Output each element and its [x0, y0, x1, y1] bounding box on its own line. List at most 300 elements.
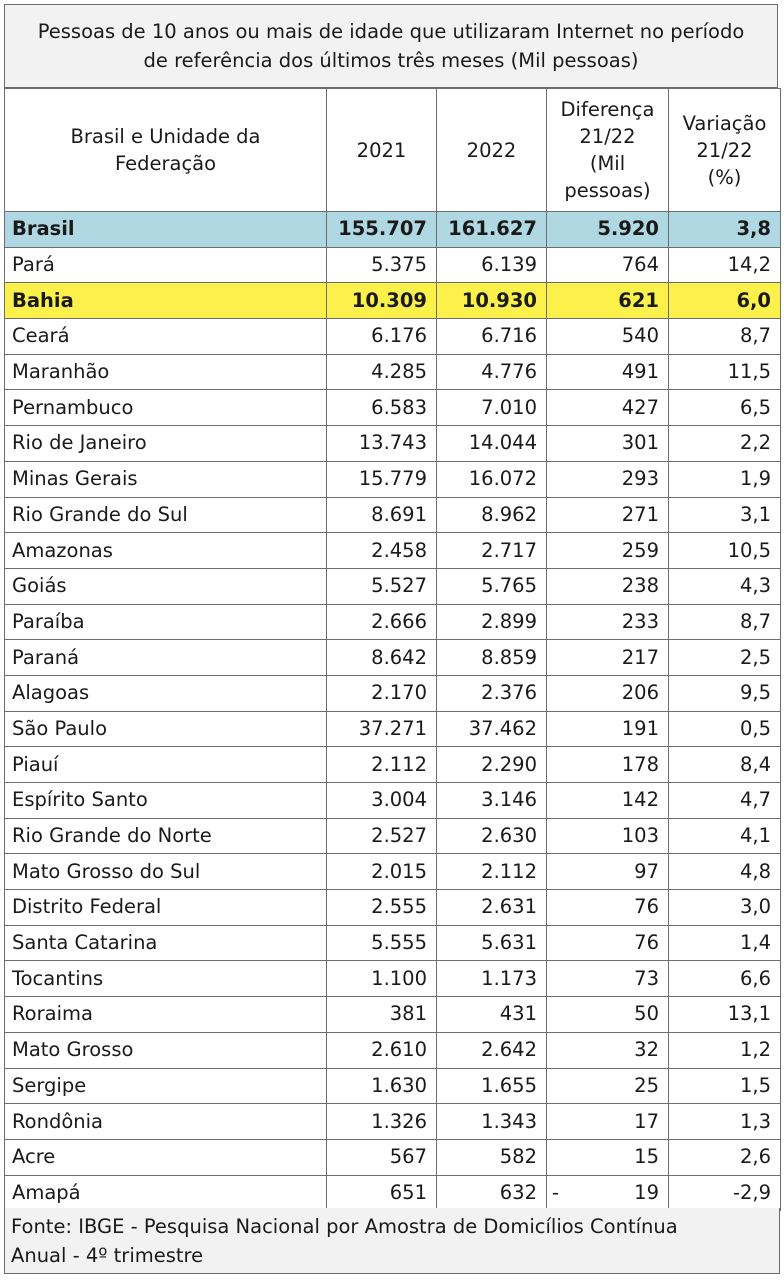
cell-difference-text: 238 [621, 574, 659, 598]
cell-variation [669, 1032, 781, 1068]
cell-difference-text: 271 [621, 502, 659, 526]
cell-value-2022 [437, 961, 547, 997]
cell-unit-name-text: Mato Grosso do Sul [12, 859, 201, 883]
cell-value-2022-text: 10.930 [461, 288, 537, 312]
cell-value-2021 [327, 1068, 437, 1104]
cell-value-2022-text: 4.776 [481, 360, 537, 384]
cell-difference-text: 621 [618, 288, 659, 312]
cell-value-2022-text: 3.146 [481, 788, 537, 812]
cell-unit-name [5, 747, 327, 783]
source-note [4, 1208, 780, 1274]
cell-value-2021-text: 381 [389, 1002, 427, 1026]
cell-unit-name-text: Sergipe [12, 1073, 87, 1097]
cell-difference [547, 212, 669, 248]
cell-unit-name [5, 461, 327, 497]
table-title [4, 4, 778, 88]
cell-value-2021-text: 2.610 [371, 1038, 427, 1062]
table-row [5, 533, 781, 569]
cell-variation [669, 426, 781, 462]
cell-unit-name [5, 354, 327, 390]
header-row [5, 89, 781, 212]
cell-difference-text: 540 [621, 324, 659, 348]
cell-unit-name-text: Alagoas [12, 681, 90, 705]
cell-unit-name-text: Ceará [12, 324, 70, 348]
table-row [5, 783, 781, 819]
table-title-line-1: Pessoas de 10 anos ou mais de idade que utilizaram Internet no período [37, 20, 745, 43]
cell-variation [669, 212, 781, 248]
col-header-difference-line: 21/22 [579, 125, 636, 148]
table-row [5, 1175, 781, 1211]
cell-variation-text: 2,2 [739, 431, 771, 455]
cell-difference-text: 19 [634, 1180, 659, 1204]
cell-difference-text: 301 [621, 431, 659, 455]
cell-value-2021 [327, 675, 437, 711]
cell-unit-name-text: Distrito Federal [12, 895, 162, 919]
cell-variation-text: 13,1 [727, 1002, 771, 1026]
cell-difference-text: 427 [621, 395, 659, 419]
cell-value-2021 [327, 319, 437, 355]
cell-variation [669, 1139, 781, 1175]
cell-value-2021-text: 1.326 [371, 1109, 427, 1133]
cell-value-2022-text: 632 [499, 1180, 537, 1204]
table-row [5, 247, 781, 283]
cell-value-2022 [437, 283, 547, 319]
cell-variation-text: 3,0 [739, 895, 771, 919]
source-note-line-1: Fonte: IBGE - Pesquisa Nacional por Amostra de Domicílios Contínua [11, 1215, 678, 1238]
cell-value-2021 [327, 426, 437, 462]
cell-difference [547, 426, 669, 462]
cell-variation [669, 890, 781, 926]
col-header-unit-line: Federação [114, 152, 217, 175]
cell-unit-name [5, 675, 327, 711]
cell-variation [669, 604, 781, 640]
cell-value-2021 [327, 533, 437, 569]
cell-value-2022-text: 7.010 [481, 395, 537, 419]
cell-value-2022 [437, 212, 547, 248]
table-row [5, 818, 781, 854]
cell-value-2021-text: 5.527 [371, 574, 427, 598]
cell-unit-name [5, 1139, 327, 1175]
cell-value-2022-text: 2.376 [481, 681, 537, 705]
cell-variation-text: 4,3 [739, 574, 771, 598]
cell-value-2022 [437, 854, 547, 890]
cell-unit-name [5, 1068, 327, 1104]
cell-value-2021-text: 2.170 [371, 681, 427, 705]
table-row [5, 890, 781, 926]
cell-variation [669, 1068, 781, 1104]
cell-value-2022 [437, 640, 547, 676]
cell-unit-name-text: Roraima [12, 1002, 93, 1026]
cell-value-2021-text: 6.583 [371, 395, 427, 419]
cell-variation-text: 6,0 [736, 288, 771, 312]
cell-value-2021-text: 8.691 [371, 502, 427, 526]
cell-unit-name-text: Goiás [12, 574, 67, 598]
table-row [5, 354, 781, 390]
cell-value-2021-text: 2.458 [371, 538, 427, 562]
cell-difference [547, 461, 669, 497]
cell-value-2022 [437, 747, 547, 783]
cell-unit-name-text: Pernambuco [12, 395, 134, 419]
cell-unit-name-text: Maranhão [12, 360, 110, 384]
cell-value-2021 [327, 461, 437, 497]
cell-variation [669, 390, 781, 426]
table-row [5, 747, 781, 783]
cell-value-2021 [327, 997, 437, 1033]
cell-value-2022-text: 2.631 [481, 895, 537, 919]
cell-value-2021-text: 4.285 [371, 360, 427, 384]
cell-value-2021 [327, 711, 437, 747]
cell-variation-text: 14,2 [727, 253, 771, 277]
cell-unit-name-text: Paraíba [12, 609, 85, 633]
cell-difference-text: 491 [621, 360, 659, 384]
cell-variation [669, 997, 781, 1033]
cell-difference [547, 1104, 669, 1140]
col-header-unit [5, 89, 327, 212]
table-row [5, 1032, 781, 1068]
cell-value-2022-text: 8.859 [481, 645, 537, 669]
cell-unit-name [5, 533, 327, 569]
cell-unit-name-text: Rio Grande do Sul [12, 502, 188, 526]
cell-variation [669, 783, 781, 819]
cell-value-2021 [327, 818, 437, 854]
cell-value-2022 [437, 568, 547, 604]
cell-variation-text: 8,7 [739, 609, 771, 633]
cell-value-2022-text: 431 [499, 1002, 537, 1026]
table-row [5, 925, 781, 961]
table-row [5, 604, 781, 640]
cell-unit-name [5, 961, 327, 997]
cell-unit-name [5, 1175, 327, 1211]
cell-variation-text: 0,5 [739, 716, 771, 740]
cell-difference [547, 390, 669, 426]
cell-variation-text: 4,7 [739, 788, 771, 812]
cell-difference-text: 233 [621, 609, 659, 633]
cell-variation-text: -2,9 [732, 1180, 771, 1204]
table-row [5, 461, 781, 497]
cell-value-2021 [327, 354, 437, 390]
cell-variation [669, 1175, 781, 1211]
table-row [5, 675, 781, 711]
cell-variation-text: 1,4 [739, 931, 771, 955]
cell-variation-text: 3,8 [736, 217, 771, 241]
cell-difference [547, 1175, 669, 1211]
cell-value-2022 [437, 818, 547, 854]
table-row [5, 568, 781, 604]
cell-value-2022 [437, 1068, 547, 1104]
cell-variation-text: 11,5 [727, 360, 771, 384]
cell-difference-text: 76 [634, 895, 659, 919]
cell-value-2021 [327, 212, 437, 248]
cell-variation [669, 283, 781, 319]
cell-value-2022-text: 37.462 [468, 716, 537, 740]
cell-variation [669, 961, 781, 997]
cell-value-2022-text: 2.642 [481, 1038, 537, 1062]
cell-unit-name [5, 390, 327, 426]
cell-unit-name-text: São Paulo [12, 716, 107, 740]
cell-value-2021-text: 3.004 [371, 788, 427, 812]
col-header-2021-line: 2021 [356, 138, 407, 162]
cell-unit-name [5, 890, 327, 926]
cell-difference-text: 25 [634, 1073, 659, 1097]
cell-difference-text: 73 [634, 966, 659, 990]
cell-value-2022 [437, 675, 547, 711]
cell-unit-name [5, 497, 327, 533]
cell-difference [547, 247, 669, 283]
table-row [5, 1104, 781, 1140]
cell-difference [547, 783, 669, 819]
cell-value-2022 [437, 461, 547, 497]
cell-value-2021 [327, 1139, 437, 1175]
cell-value-2021 [327, 247, 437, 283]
cell-value-2021-text: 10.309 [351, 288, 427, 312]
cell-value-2022-text: 1.173 [481, 966, 537, 990]
cell-difference-text: 191 [621, 716, 659, 740]
cell-value-2022 [437, 390, 547, 426]
cell-variation [669, 568, 781, 604]
table-row [5, 426, 781, 462]
table-row [5, 1068, 781, 1104]
cell-difference [547, 319, 669, 355]
col-header-unit-line: Brasil e Unidade da [70, 125, 261, 148]
cell-variation-text: 8,7 [739, 324, 771, 348]
cell-variation [669, 247, 781, 283]
cell-unit-name [5, 1032, 327, 1068]
cell-value-2022 [437, 319, 547, 355]
cell-variation [669, 925, 781, 961]
cell-difference [547, 354, 669, 390]
cell-value-2022 [437, 354, 547, 390]
cell-unit-name-text: Bahia [12, 288, 74, 312]
cell-variation [669, 711, 781, 747]
cell-value-2022-text: 6.716 [481, 324, 537, 348]
cell-unit-name [5, 426, 327, 462]
col-header-2022-line: 2022 [466, 138, 517, 162]
cell-value-2022-text: 8.962 [481, 502, 537, 526]
cell-difference [547, 854, 669, 890]
table-row [5, 711, 781, 747]
cell-variation-text: 6,6 [739, 966, 771, 990]
col-header-2022 [437, 89, 547, 212]
cell-value-2021-text: 5.375 [371, 253, 427, 277]
col-header-2021 [327, 89, 437, 212]
col-header-difference [547, 89, 669, 212]
cell-difference-text: 50 [634, 1002, 659, 1026]
cell-variation [669, 319, 781, 355]
cell-variation [669, 854, 781, 890]
cell-unit-name [5, 711, 327, 747]
cell-value-2022 [437, 604, 547, 640]
cell-difference [547, 568, 669, 604]
cell-variation-text: 8,4 [739, 752, 771, 776]
cell-value-2022-text: 2.630 [481, 824, 537, 848]
table-row [5, 212, 781, 248]
cell-difference-text: 17 [634, 1109, 659, 1133]
cell-value-2022-text: 16.072 [468, 467, 537, 491]
cell-unit-name [5, 783, 327, 819]
cell-unit-name-text: Acre [12, 1145, 56, 1169]
cell-value-2022-text: 5.765 [481, 574, 537, 598]
table-row [5, 854, 781, 890]
cell-value-2021 [327, 1104, 437, 1140]
cell-value-2021-text: 2.112 [371, 752, 427, 776]
cell-difference-text: 206 [621, 681, 659, 705]
cell-difference-text: 97 [634, 859, 659, 883]
cell-unit-name [5, 1104, 327, 1140]
cell-variation-text: 1,9 [739, 467, 771, 491]
cell-difference [547, 1139, 669, 1175]
cell-unit-name-text: Minas Gerais [12, 467, 138, 491]
cell-difference [547, 1032, 669, 1068]
cell-difference-text: 32 [634, 1038, 659, 1062]
cell-unit-name-text: Rondônia [12, 1109, 103, 1133]
cell-difference [547, 747, 669, 783]
cell-variation [669, 533, 781, 569]
cell-value-2022-text: 2.290 [481, 752, 537, 776]
cell-variation-text: 6,5 [739, 395, 771, 419]
cell-value-2022 [437, 247, 547, 283]
data-table-sheet [4, 4, 780, 1274]
cell-variation [669, 675, 781, 711]
col-header-variation-line: 21/22 [696, 138, 753, 162]
table-title-line-2: de referência dos últimos três meses (Mil pessoas) [143, 49, 639, 72]
cell-variation-text: 9,5 [739, 681, 771, 705]
table-row [5, 961, 781, 997]
cell-variation-text: 1,2 [739, 1038, 771, 1062]
cell-value-2021 [327, 283, 437, 319]
cell-difference-text: 76 [634, 931, 659, 955]
cell-difference [547, 997, 669, 1033]
col-header-variation-line: (%) [707, 165, 742, 189]
cell-variation-text: 2,5 [739, 645, 771, 669]
cell-value-2021 [327, 640, 437, 676]
cell-unit-name [5, 925, 327, 961]
cell-unit-name [5, 283, 327, 319]
cell-value-2022 [437, 533, 547, 569]
cell-value-2022 [437, 1139, 547, 1175]
cell-unit-name-text: Rio de Janeiro [12, 431, 147, 455]
table-row [5, 997, 781, 1033]
cell-value-2021 [327, 783, 437, 819]
cell-value-2021-text: 1.630 [371, 1073, 427, 1097]
cell-value-2022-text: 2.112 [481, 859, 537, 883]
col-header-difference-line: pessoas) [564, 179, 651, 202]
cell-unit-name-text: Amapá [12, 1180, 81, 1204]
cell-difference [547, 497, 669, 533]
cell-value-2021-text: 13.743 [358, 431, 427, 455]
cell-value-2022-text: 1.655 [481, 1073, 537, 1097]
cell-unit-name-text: Amazonas [12, 538, 113, 562]
cell-value-2021-text: 2.015 [371, 859, 427, 883]
cell-variation-text: 4,8 [739, 859, 771, 883]
cell-difference [547, 925, 669, 961]
cell-value-2021 [327, 568, 437, 604]
cell-variation-text: 1,5 [739, 1073, 771, 1097]
cell-difference [547, 961, 669, 997]
cell-value-2022-text: 582 [499, 1145, 537, 1169]
col-header-difference-line: Diferença [560, 98, 655, 121]
table-row [5, 1139, 781, 1175]
source-note-line-2: Anual - 4º trimestre [11, 1244, 204, 1267]
cell-unit-name-text: Santa Catarina [12, 931, 158, 955]
cell-variation-text: 3,1 [739, 502, 771, 526]
cell-difference [547, 890, 669, 926]
cell-value-2021-text: 1.100 [371, 966, 427, 990]
cell-unit-name [5, 854, 327, 890]
cell-value-2021-text: 155.707 [338, 217, 427, 241]
cell-value-2021-text: 2.555 [371, 895, 427, 919]
internet-usage-table [4, 88, 781, 1211]
col-header-difference-line: (Mil [589, 152, 626, 175]
cell-variation [669, 818, 781, 854]
cell-unit-name-text: Tocantins [12, 966, 104, 990]
cell-unit-name-text: Brasil [12, 217, 75, 241]
cell-difference-text: 259 [621, 538, 659, 562]
cell-unit-name-text: Pará [12, 253, 55, 277]
cell-value-2022 [437, 1175, 547, 1211]
cell-difference [547, 675, 669, 711]
cell-value-2022 [437, 426, 547, 462]
cell-variation-text: 1,3 [739, 1109, 771, 1133]
cell-value-2021-text: 37.271 [358, 716, 427, 740]
cell-difference-text: 764 [621, 253, 659, 277]
cell-unit-name [5, 818, 327, 854]
col-header-variation [669, 89, 781, 212]
cell-value-2021-text: 15.779 [358, 467, 427, 491]
cell-difference [547, 1068, 669, 1104]
cell-difference-text: 178 [621, 752, 659, 776]
cell-unit-name-text: Rio Grande do Norte [12, 824, 212, 848]
cell-unit-name [5, 568, 327, 604]
negative-sign: - [552, 1180, 560, 1204]
cell-value-2022-text: 5.631 [481, 931, 537, 955]
cell-difference [547, 533, 669, 569]
cell-value-2021-text: 2.666 [371, 609, 427, 633]
cell-unit-name-text: Paraná [12, 645, 80, 669]
cell-difference-text: 293 [621, 467, 659, 491]
cell-difference-text: 5.920 [597, 217, 659, 241]
cell-value-2021 [327, 497, 437, 533]
cell-value-2022 [437, 997, 547, 1033]
cell-value-2021 [327, 1032, 437, 1068]
cell-variation [669, 461, 781, 497]
cell-unit-name [5, 247, 327, 283]
cell-difference [547, 640, 669, 676]
cell-unit-name [5, 212, 327, 248]
cell-value-2021 [327, 890, 437, 926]
cell-value-2021-text: 8.642 [371, 645, 427, 669]
cell-unit-name-text: Piauí [12, 752, 59, 776]
cell-value-2021 [327, 961, 437, 997]
cell-variation-text: 4,1 [739, 824, 771, 848]
cell-unit-name [5, 319, 327, 355]
cell-value-2022 [437, 925, 547, 961]
cell-value-2021 [327, 604, 437, 640]
cell-value-2021-text: 2.527 [371, 824, 427, 848]
cell-value-2022-text: 6.139 [481, 253, 537, 277]
cell-variation [669, 354, 781, 390]
cell-value-2022-text: 2.717 [481, 538, 537, 562]
cell-unit-name [5, 640, 327, 676]
cell-variation-text: 10,5 [727, 538, 771, 562]
cell-difference-text: 15 [634, 1145, 659, 1169]
cell-value-2022 [437, 890, 547, 926]
cell-difference [547, 818, 669, 854]
cell-value-2022 [437, 711, 547, 747]
cell-difference [547, 604, 669, 640]
table-row [5, 640, 781, 676]
cell-difference-text: 142 [621, 788, 659, 812]
cell-value-2021 [327, 854, 437, 890]
